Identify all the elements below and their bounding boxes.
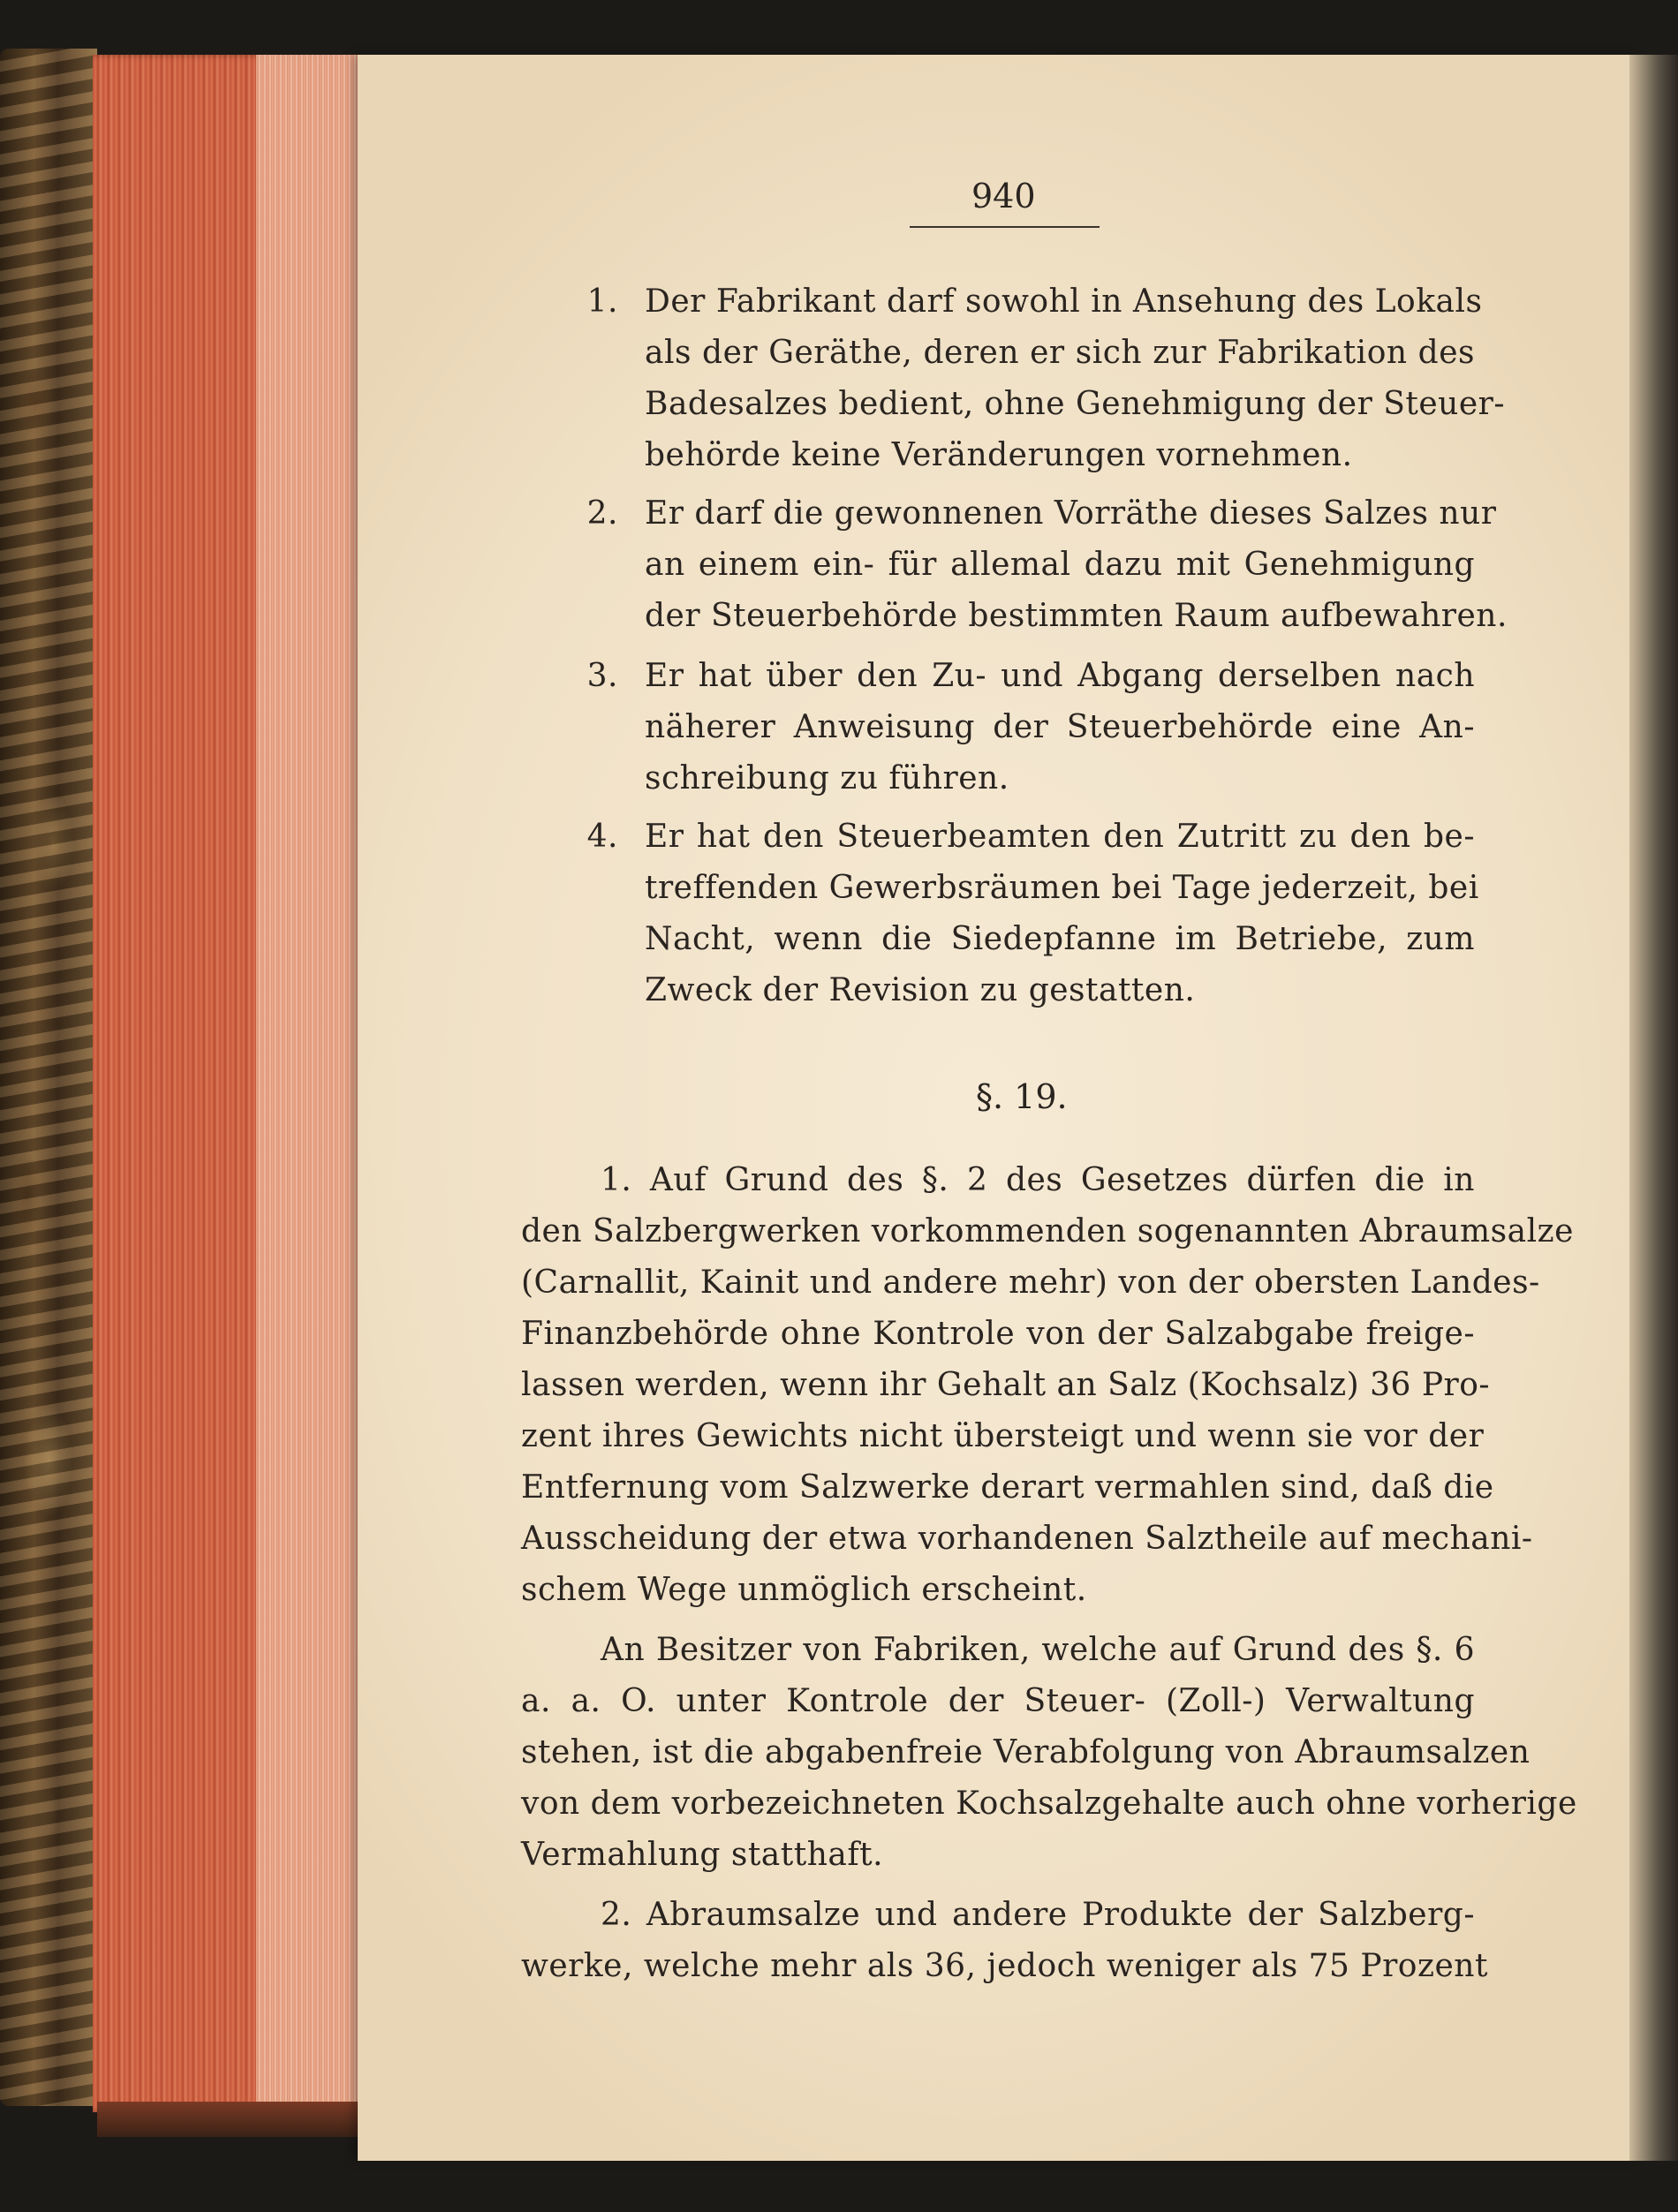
paragraph-line: den Salzbergwerken vorkommenden sogenannten Abraumsalze: [521, 1213, 1574, 1249]
paragraph-line: 2. Abraumsalze und andere Produkte der Salzberg-: [601, 1897, 1475, 1933]
list-item-line: behörde keine Veränderungen vornehmen.: [645, 437, 1353, 473]
list-item-number: 2.: [586, 495, 618, 532]
facing-page-gutter: [1629, 55, 1678, 2161]
paragraph-line: lassen werden, wenn ihr Gehalt an Salz (Kochsalz) 36 Pro-: [521, 1367, 1491, 1403]
paragraph-line: (Carnallit, Kainit und andere mehr) von der obersten Landes-: [521, 1265, 1540, 1301]
list-item-line: als der Geräthe, deren er sich zur Fabrikation des: [645, 335, 1475, 371]
paragraph-line: a. a. O. unter Kontrole der Steuer- (Zoll-) Verwaltung: [521, 1683, 1475, 1719]
list-item-line: Er hat über den Zu- und Abgang derselben nach: [645, 658, 1475, 694]
paragraph-line: Entfernung vom Salzwerke derart vermahlen sind, daß die: [521, 1469, 1494, 1506]
list-item-number: 1.: [586, 283, 618, 320]
paragraph-line: stehen, ist die abgabenfreie Verabfolgung von Abraumsalzen: [521, 1734, 1531, 1770]
list-item-line: Nacht, wenn die Siedepfanne im Betriebe, zum: [645, 921, 1475, 957]
paragraph-line: zent ihres Gewichts nicht übersteigt und wenn sie vor der: [521, 1418, 1485, 1454]
header-rule: [910, 226, 1100, 228]
paragraph-line: Finanzbehörde ohne Kontrole von der Salzabgabe freige-: [521, 1316, 1475, 1352]
list-item-number: 4.: [586, 819, 618, 855]
paragraph-line: Vermahlung statthaft.: [521, 1837, 884, 1873]
paragraph-line: An Besitzer von Fabriken, welche auf Grund des §. 6: [601, 1632, 1475, 1668]
list-item-line: Er darf die gewonnenen Vorräthe dieses Salzes nur: [645, 495, 1497, 532]
section-heading: §. 19.: [976, 1077, 1068, 1116]
paragraph-line: schem Wege unmöglich erscheint.: [521, 1572, 1087, 1608]
list-item-number: 3.: [586, 658, 618, 694]
paragraph-line: werke, welche mehr als 36, jedoch weniger als 75 Prozent: [521, 1948, 1488, 1984]
list-item-line: Zweck der Revision zu gestatten.: [645, 972, 1196, 1008]
page-number: 940: [971, 177, 1036, 215]
book-bottom-edge: [97, 2102, 371, 2137]
list-item-line: der Steuerbehörde bestimmten Raum aufbewahren.: [645, 598, 1508, 634]
page-block-edges-light: [256, 55, 362, 2112]
list-item-line: an einem ein- für allemal dazu mit Genehmigung: [645, 547, 1475, 583]
list-item-line: Badesalzes bedient, ohne Genehmigung der Steuer-: [645, 386, 1506, 422]
book-cover-texture: [0, 49, 97, 2106]
paragraph-line: Ausscheidung der etwa vorhandenen Salztheile auf mechani-: [521, 1521, 1533, 1557]
list-item-line: näherer Anweisung der Steuerbehörde eine An-: [645, 709, 1475, 745]
list-item-line: schreibung zu führen.: [645, 760, 1009, 796]
list-item-line: Der Fabrikant darf sowohl in Ansehung des Lokals: [645, 283, 1483, 320]
list-item-line: Er hat den Steuerbeamten den Zutritt zu den be-: [645, 819, 1475, 855]
list-item-line: treffenden Gewerbsräumen bei Tage jederzeit, bei: [645, 870, 1479, 906]
paragraph-line: von dem vorbezeichneten Kochsalzgehalte auch ohne vorherige: [521, 1785, 1577, 1822]
paragraph-line: 1. Auf Grund des §. 2 des Gesetzes dürfen die in: [601, 1162, 1475, 1198]
